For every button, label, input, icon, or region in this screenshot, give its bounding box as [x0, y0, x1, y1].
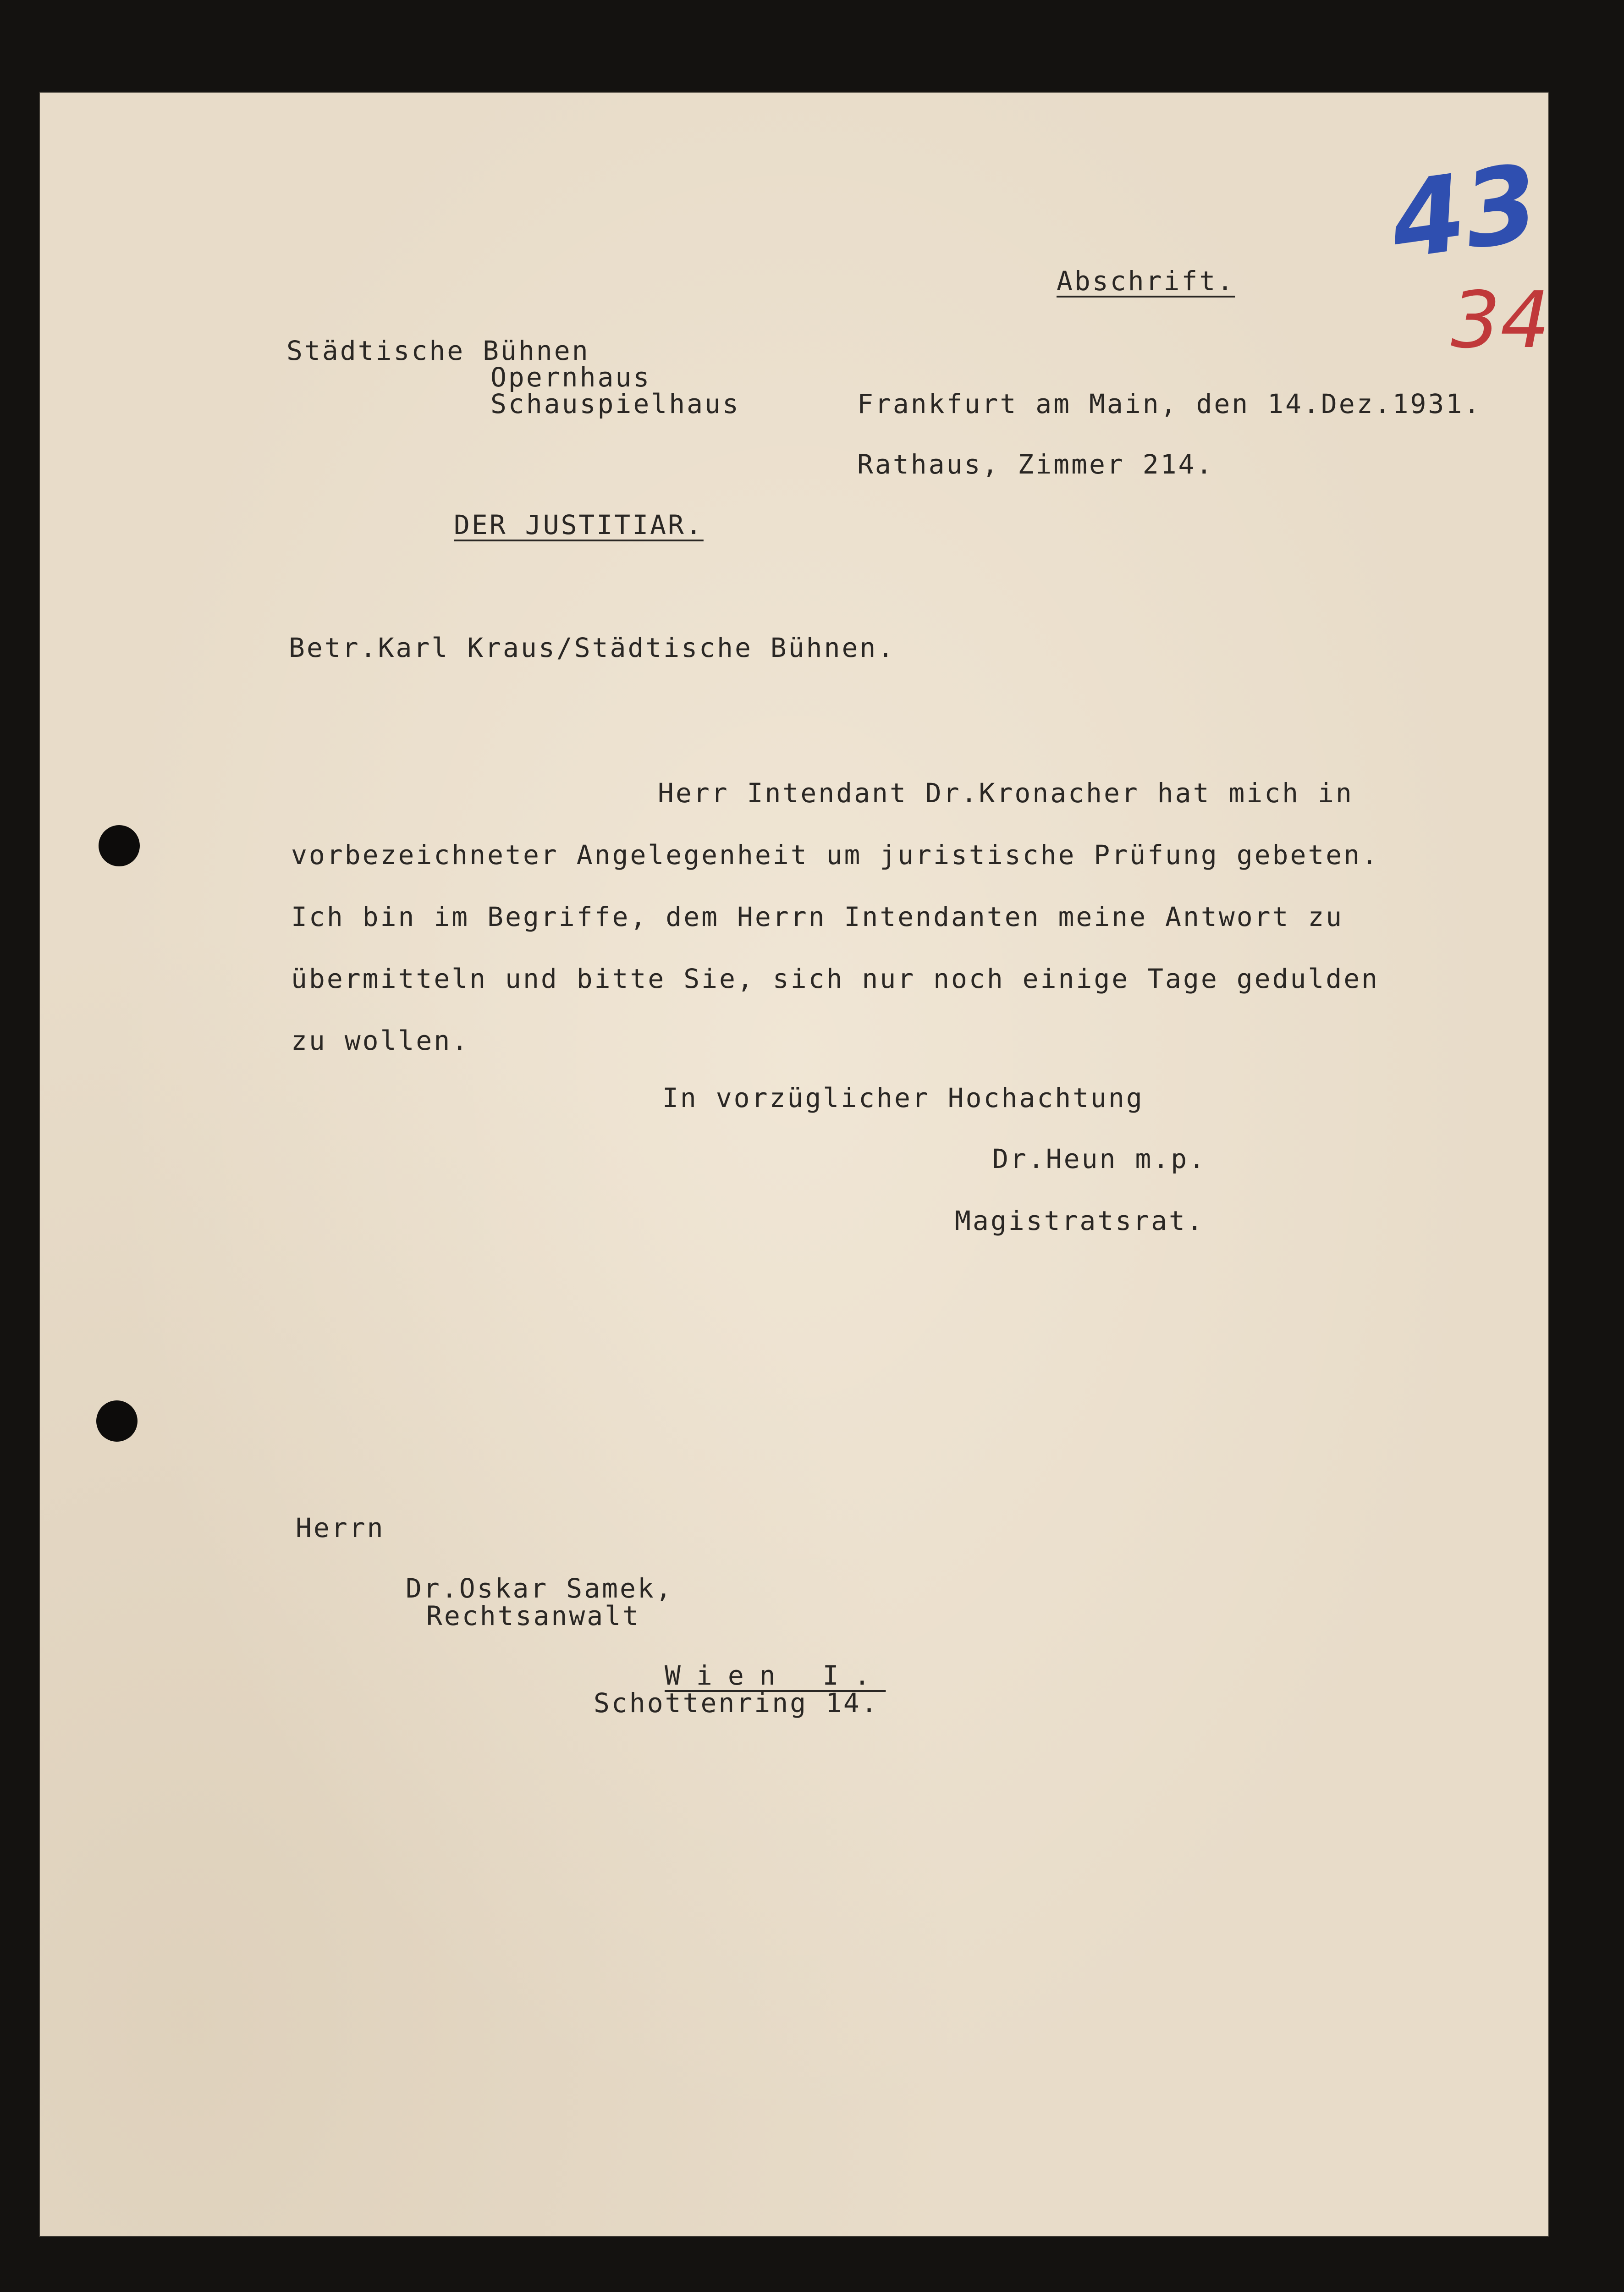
- organization-theatre: Schauspielhaus: [490, 388, 740, 419]
- recipient-street: Schottenring 14.: [594, 1687, 879, 1719]
- department-heading: DER JUSTITIAR.: [454, 509, 704, 540]
- body-line-4: übermitteln und bitte Sie, sich nur noch einige Tage gedulden: [291, 963, 1380, 994]
- archive-number-red: 34: [1451, 275, 1550, 366]
- recipient-name: Dr.Oskar Samek,: [406, 1573, 673, 1604]
- punch-hole-bottom: [96, 1400, 138, 1442]
- body-line-2: vorbezeichneter Angelegenheit um juristische Prüfung gebeten.: [291, 839, 1380, 871]
- organization-opera: Opernhaus: [490, 362, 651, 393]
- archive-number-blue: 43: [1383, 142, 1546, 283]
- organization-name: Städtische Bühnen: [286, 335, 590, 366]
- signer-name: Dr.Heun m.p.: [992, 1143, 1207, 1174]
- copy-label: Abschrift.: [1057, 265, 1235, 297]
- punch-hole-top: [99, 825, 140, 866]
- body-line-1: Herr Intendant Dr.Kronacher hat mich in: [658, 777, 1354, 809]
- signer-title: Magistratsrat.: [955, 1205, 1205, 1236]
- subject-line: Betr.Karl Kraus/Städtische Bühnen.: [289, 632, 896, 663]
- recipient-salutation: Herrn: [296, 1512, 385, 1543]
- recipient-profession: Rechtsanwalt: [426, 1600, 641, 1631]
- recipient-city: Wien I.: [665, 1660, 886, 1691]
- body-line-3: Ich bin im Begriffe, dem Herrn Intendanten meine Antwort zu: [291, 901, 1344, 932]
- closing-salutation: In vorzüglicher Hochachtung: [662, 1082, 1144, 1113]
- body-line-5: zu wollen.: [291, 1025, 470, 1056]
- place-date: Frankfurt am Main, den 14.Dez.1931.: [857, 388, 1482, 419]
- office-room: Rathaus, Zimmer 214.: [857, 449, 1214, 480]
- document-page: [39, 92, 1549, 2237]
